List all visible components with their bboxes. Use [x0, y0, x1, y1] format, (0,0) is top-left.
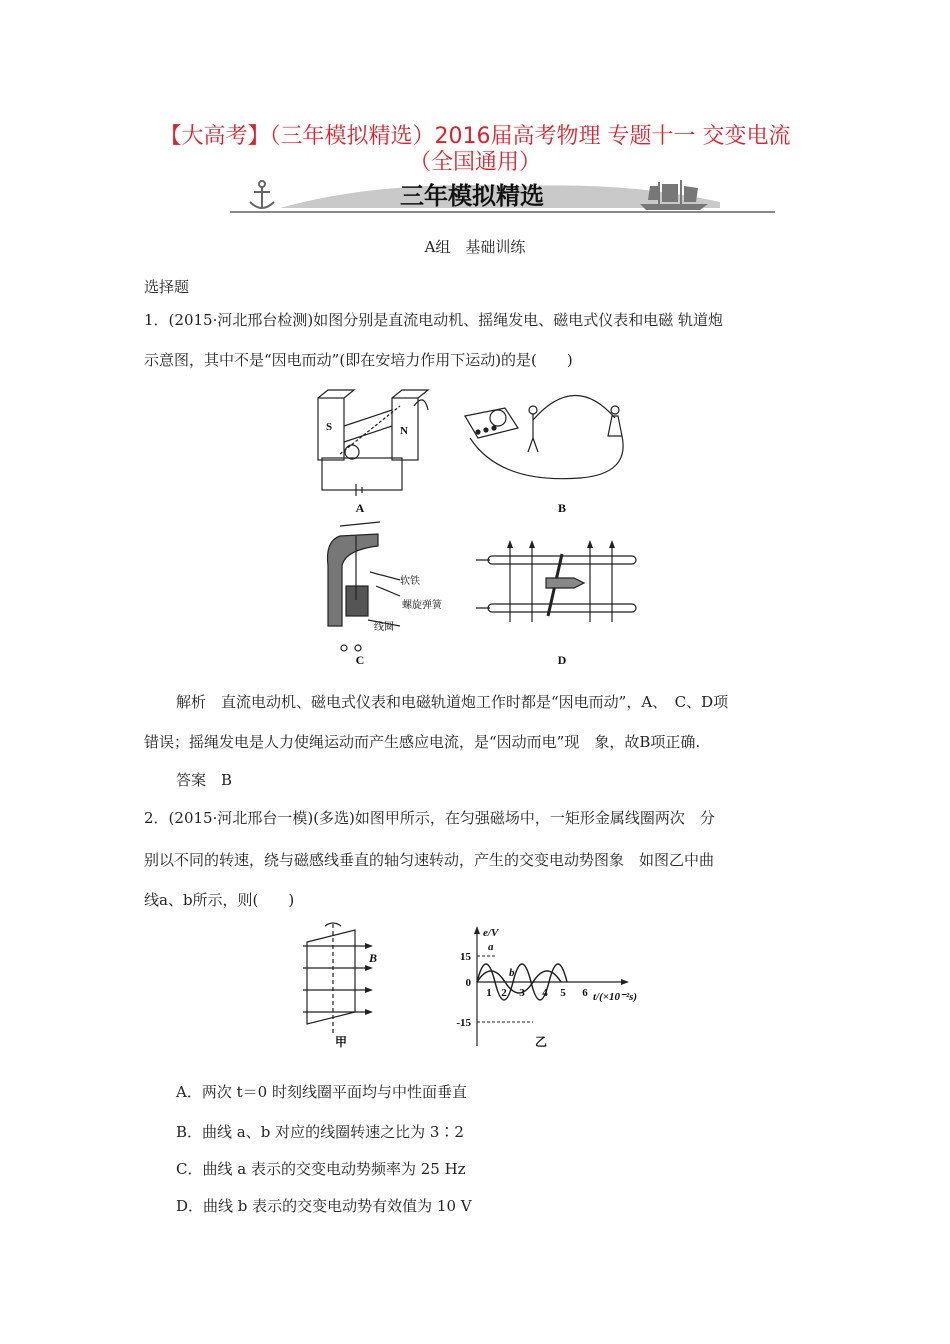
- q1-analysis-line1: 解析 直流电动机、磁电式仪表和电磁轨道炮工作时都是“因电而动”，A、 C、D项: [176, 693, 729, 711]
- coil-label: 线圈: [374, 622, 394, 633]
- page-title: 【大高考】（三年模拟精选）2016届高考物理 专题十一 交变电流: [159, 124, 791, 149]
- sailing-ship-icon: [640, 180, 708, 210]
- q2-option-d: D．曲线 b 表示的交变电动势有效值为 10 V: [176, 1197, 472, 1215]
- fig-label-c: C: [355, 653, 365, 667]
- magnet-n-label: N: [400, 425, 408, 437]
- q1-figure: [300, 386, 660, 671]
- banner-text: 三年模拟精选: [400, 182, 544, 210]
- y-axis-label: e/V: [483, 927, 499, 939]
- rope-generator-diagram: [465, 395, 623, 478]
- emf-graph: [474, 926, 629, 1046]
- q2-text-line1: 2．(2015·河北邢台一模)(多选)如图甲所示，在匀强磁场中，一矩形金属线圈两次 分: [144, 809, 715, 827]
- q2-option-a: A．两次 t＝0 时刻线圈平面均与中性面垂直: [176, 1083, 467, 1101]
- group-title: A组 基础训练: [424, 238, 526, 256]
- rotating-coil-diagram: [303, 923, 365, 1034]
- fig-label-d: D: [557, 653, 567, 667]
- q2-option-c: C．曲线 a 表示的交变电动势频率为 25 Hz: [176, 1160, 466, 1178]
- anchor-icon: [250, 181, 274, 208]
- q1-text-line2: 示意图，其中不是“因电而动”(即在安培力作用下运动)的是( ): [144, 351, 573, 369]
- y-tick-negative: -15: [456, 1017, 471, 1029]
- q1-analysis-line2: 错误；摇绳发电是人力使绳运动而产生感应电流，是“因动而电”现 象，故B项正确.: [144, 733, 701, 751]
- x-tick-1: 1: [486, 987, 492, 999]
- q2-text-line2: 别以不同的转速，绕与磁感线垂直的轴匀速转动，产生的交变电动势图象 如图乙中曲: [144, 851, 715, 869]
- fig-label-b: B: [557, 501, 567, 515]
- x-tick-6: 6: [582, 987, 588, 999]
- rail-gun-diagram: [476, 546, 636, 622]
- dc-motor-diagram: [318, 390, 428, 496]
- spring-label: 螺旋弹簧: [402, 600, 442, 611]
- page-subtitle: （全国通用）: [408, 150, 541, 175]
- x-tick-5: 5: [560, 987, 566, 999]
- question-type-title: 选择题: [144, 278, 190, 296]
- q1-text-line1: 1．(2015·河北邢台检测)如图分别是直流电动机、摇绳发电、磁电式仪表和电磁 轨道炮: [144, 311, 723, 329]
- q2-option-b: B．曲线 a、b 对应的线圈转速之比为 3∶2: [176, 1123, 464, 1141]
- fig-label-a: A: [355, 501, 365, 515]
- q2-figure: [295, 918, 655, 1053]
- x-tick-2: 2: [501, 987, 507, 999]
- q1-answer: 答案 B: [176, 771, 233, 789]
- x-axis-label: t/(×10⁻²s): [593, 991, 638, 1003]
- fig-label-jia: 甲: [334, 1035, 348, 1049]
- curve-a-label: a: [488, 941, 494, 953]
- soft-iron-label: 软铁: [400, 576, 420, 587]
- x-tick-3: 3: [519, 987, 525, 999]
- field-b-label: B: [369, 951, 378, 965]
- q2-text-line3: 线a、b所示，则( ): [144, 891, 295, 909]
- fig-label-yi: 乙: [534, 1035, 548, 1049]
- x-tick-4: 4: [542, 987, 548, 999]
- section-banner: [230, 178, 775, 216]
- y-tick-positive: 15: [460, 951, 471, 963]
- origin-label: 0: [465, 977, 471, 989]
- magnet-s-label: S: [326, 421, 333, 433]
- curve-b-label: b: [509, 967, 515, 979]
